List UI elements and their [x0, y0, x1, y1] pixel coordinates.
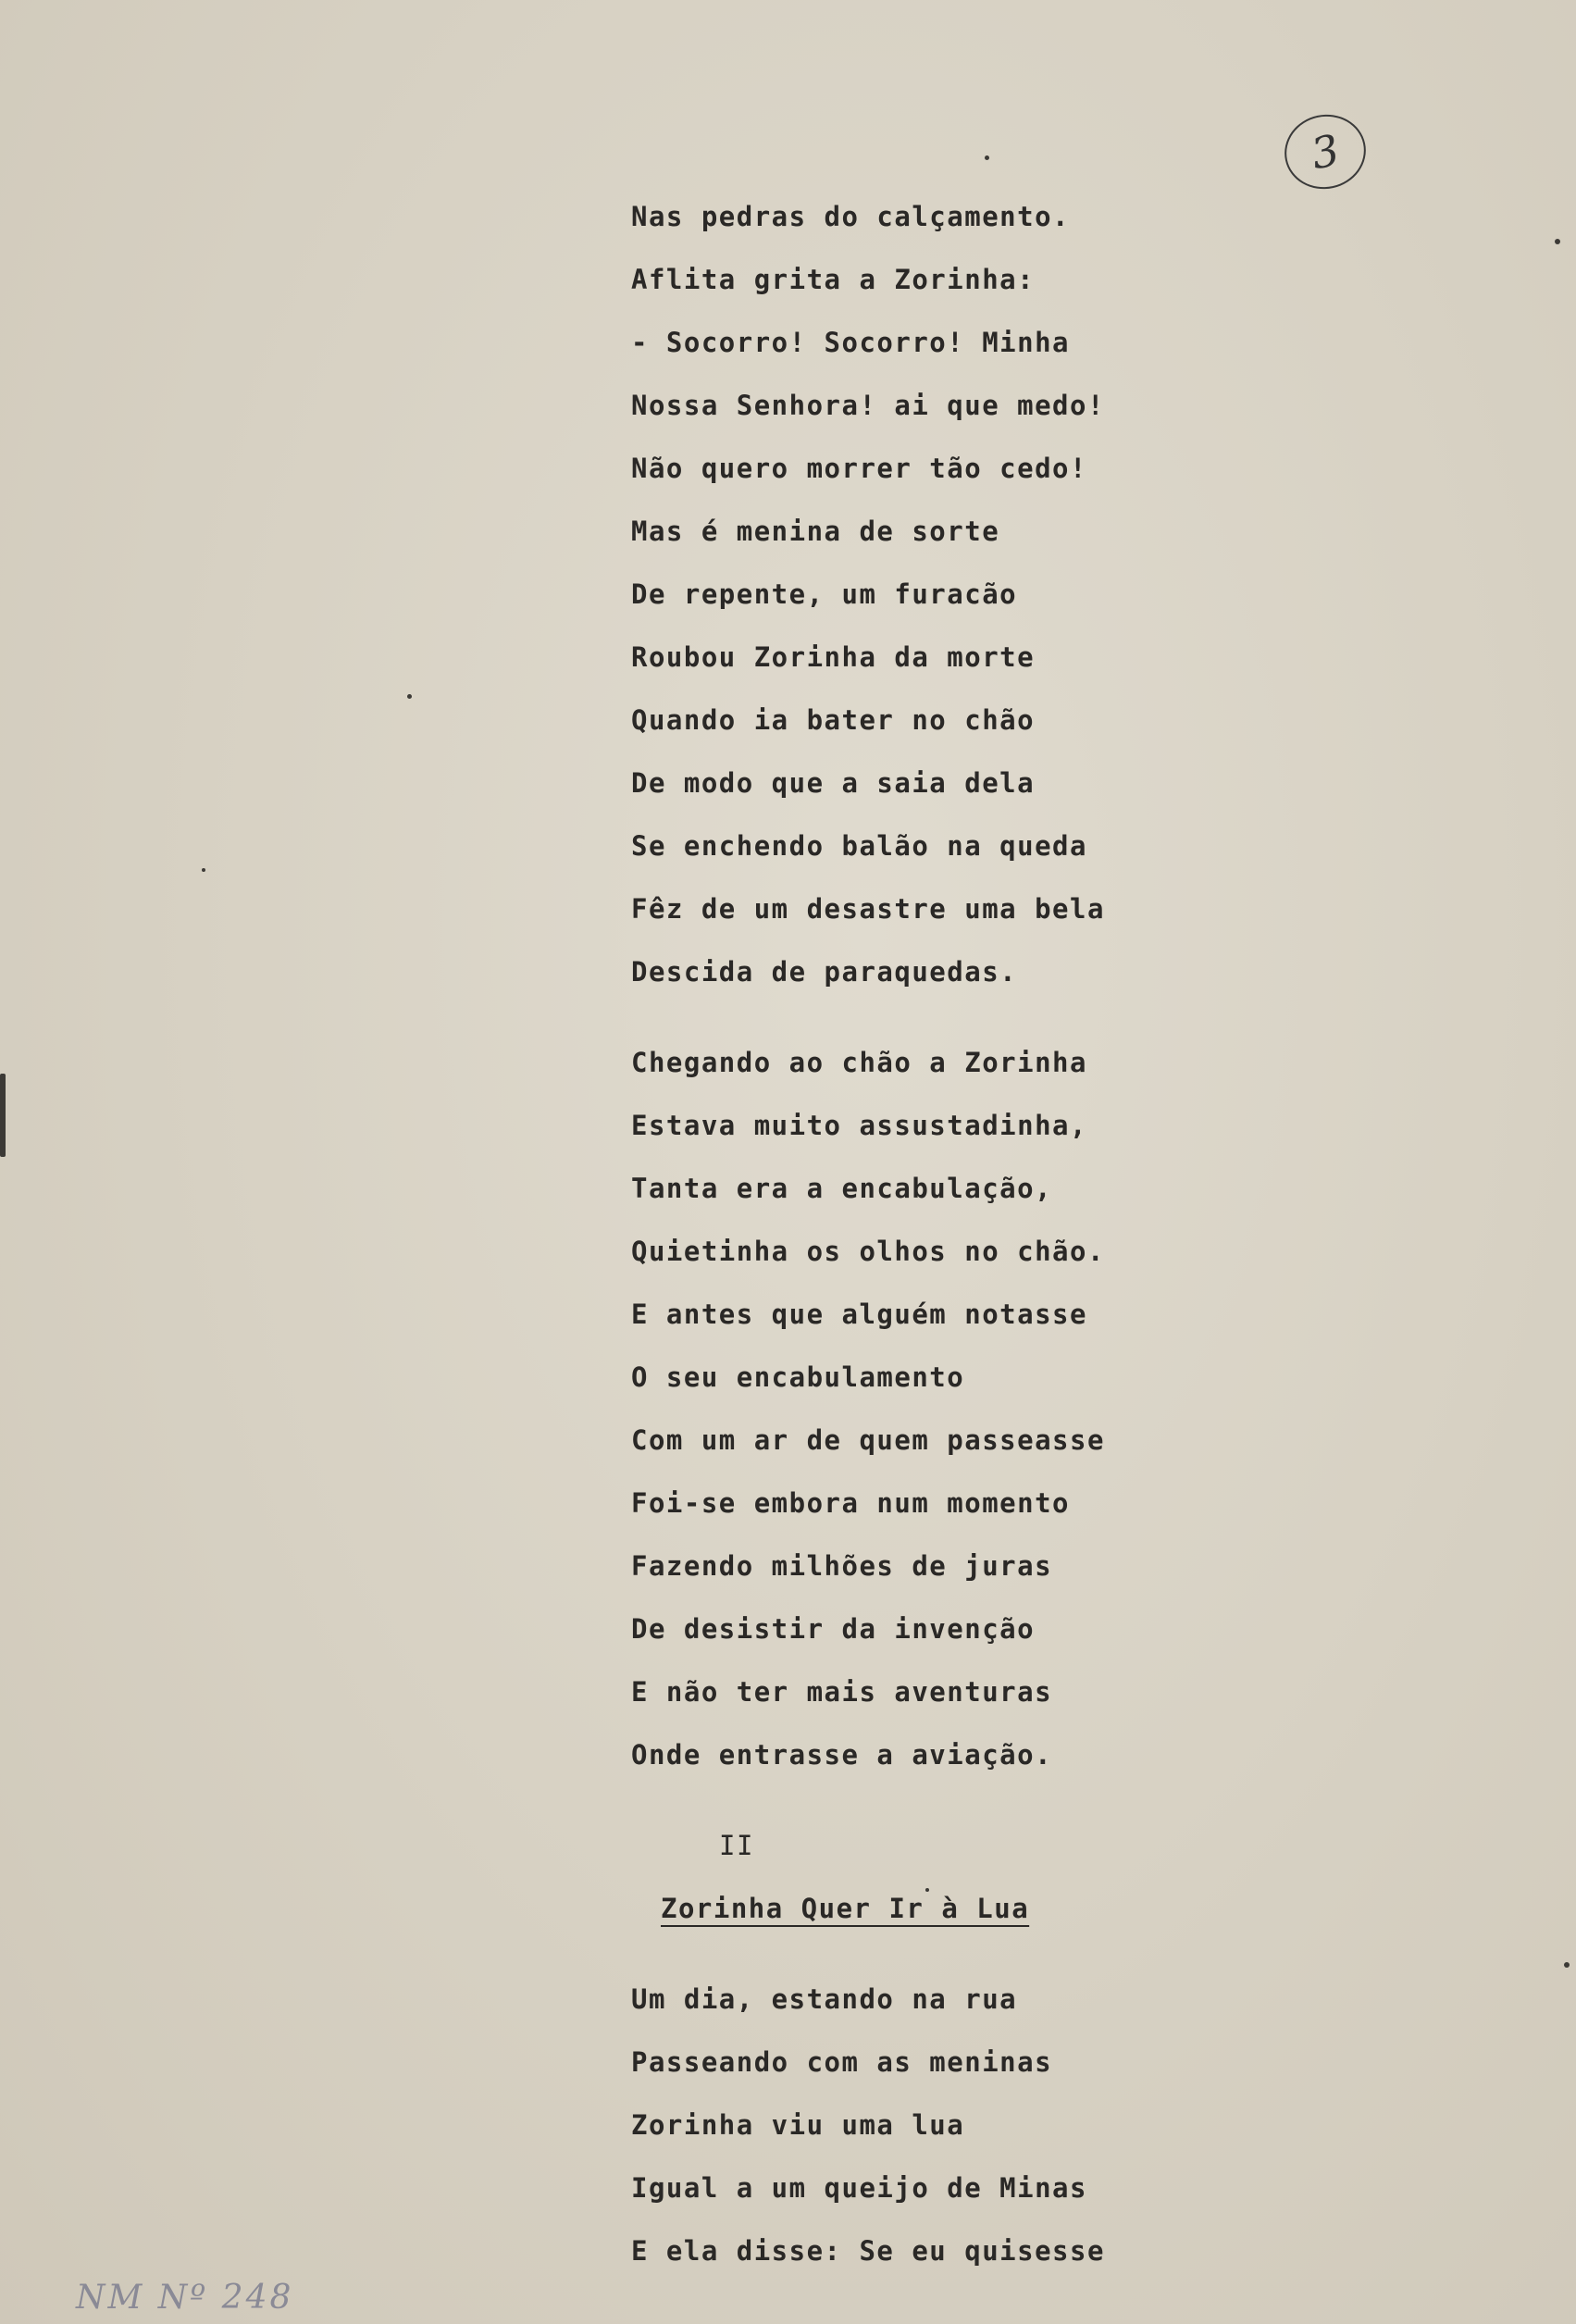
- section-title: [631, 1877, 1279, 1940]
- poem-body: [631, 185, 1279, 2282]
- paper-speck: [1555, 239, 1560, 244]
- stanza-1: [631, 185, 1279, 1003]
- section-title-text: Zorinha Quer Ir à Lua: [661, 1893, 1030, 1924]
- poem-line: Mas é menina de sorte: [631, 516, 1000, 547]
- poem-line: Estava muito assustadinha,: [631, 1110, 1087, 1141]
- section-numeral: II: [719, 1830, 754, 1861]
- poem-line: E ela disse: Se eu quisesse: [631, 2235, 1105, 2267]
- paper-speck: [1564, 1962, 1570, 1968]
- poem-line: Quando ia bater no chão: [631, 704, 1036, 736]
- paper-speck: [925, 1888, 929, 1892]
- poem-line: Nossa Senhora! ai que medo!: [631, 390, 1105, 421]
- poem-line: - Socorro! Socorro! Minha: [631, 327, 1070, 358]
- poem-line: E não ter mais aventuras: [631, 1676, 1053, 1708]
- stanza-3: [631, 1968, 1279, 2282]
- poem-line: Chegando ao chão a Zorinha: [631, 1047, 1087, 1078]
- paper-speck: [985, 155, 989, 160]
- paper-speck: [407, 694, 412, 699]
- poem-line: Tanta era a encabulação,: [631, 1173, 1053, 1204]
- poem-line: Um dia, estando na rua: [631, 1983, 1018, 2015]
- poem-line: Nas pedras do calçamento.: [631, 201, 1070, 232]
- poem-line: Passeando com as meninas: [631, 2046, 1053, 2078]
- stanza-gap: [631, 1003, 1279, 1031]
- poem-line: Foi-se embora num momento: [631, 1487, 1070, 1519]
- paper-speck: [202, 868, 205, 872]
- poem-line: Onde entrasse a aviação.: [631, 1739, 1053, 1771]
- stanza-2: [631, 1031, 1279, 1786]
- poem-line: O seu encabulamento: [631, 1361, 965, 1393]
- poem-line: Zorinha viu uma lua: [631, 2109, 965, 2141]
- stanza-gap: [631, 1786, 1279, 1814]
- poem-line: Fêz de um desastre uma bela: [631, 893, 1105, 925]
- poem-line: Igual a um queijo de Minas: [631, 2172, 1087, 2204]
- poem-line: Com um ar de quem passeasse: [631, 1424, 1105, 1456]
- poem-line: Quietinha os olhos no chão.: [631, 1236, 1105, 1267]
- poem-line: Aflita grita a Zorinha:: [631, 264, 1036, 295]
- paper-speck: [0, 1074, 6, 1157]
- poem-line: Não quero morrer tão cedo!: [631, 453, 1087, 484]
- poem-line: De repente, um furacão: [631, 578, 1018, 610]
- poem-line: De modo que a saia dela: [631, 767, 1036, 799]
- page-number-circled: 3: [1278, 107, 1373, 197]
- archive-pencil-mark: NM Nº 248: [76, 2279, 294, 2317]
- poem-line: Fazendo milhões de juras: [631, 1550, 1053, 1582]
- poem-line: Descida de paraquedas.: [631, 956, 1018, 988]
- poem-line: E antes que alguém notasse: [631, 1299, 1087, 1330]
- poem-line: De desistir da invenção: [631, 1613, 1036, 1645]
- poem-line: Se enchendo balão na queda: [631, 830, 1087, 862]
- poem-line: Roubou Zorinha da morte: [631, 641, 1036, 673]
